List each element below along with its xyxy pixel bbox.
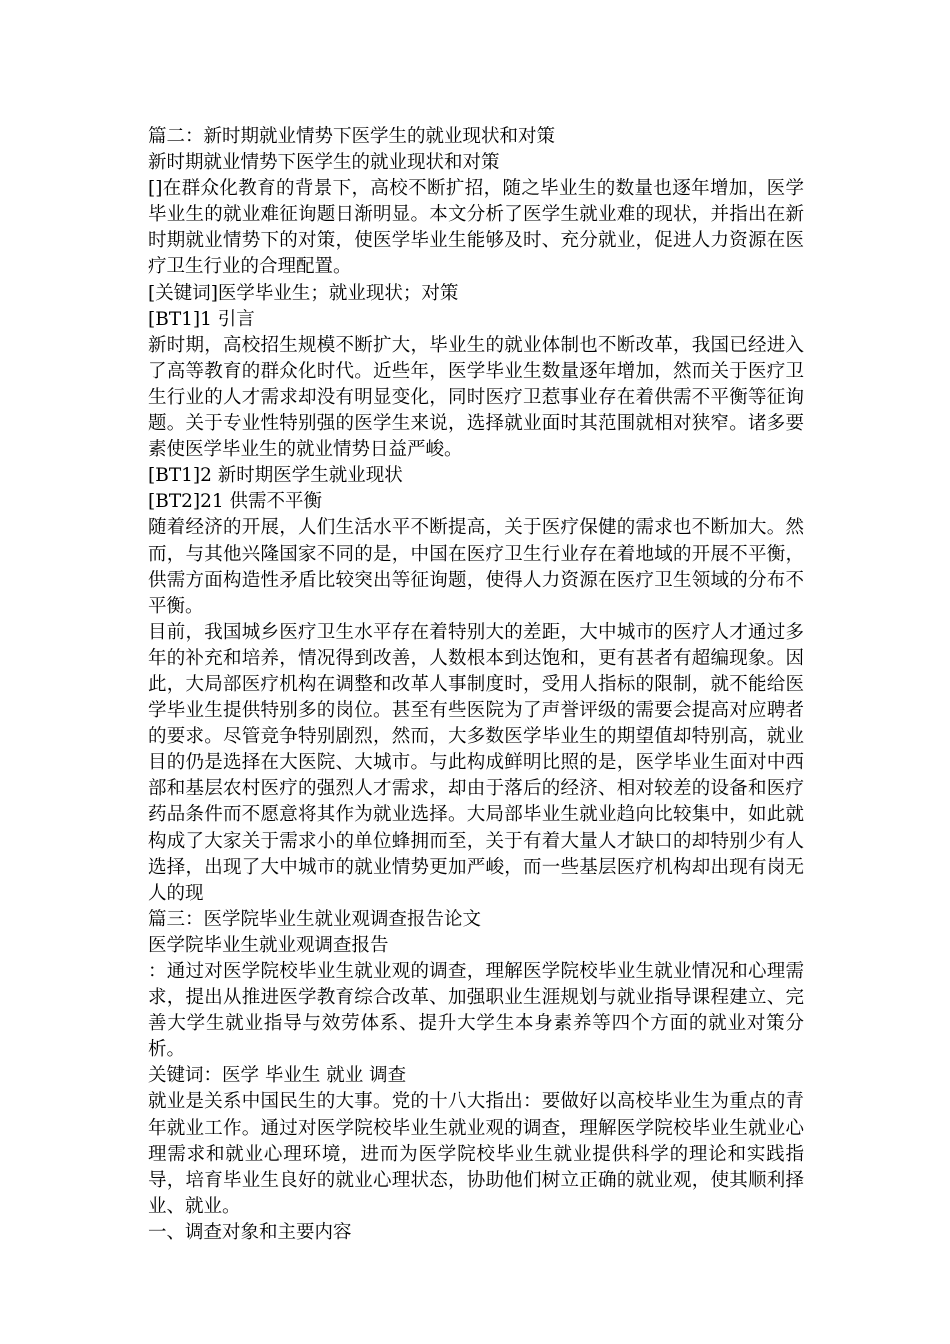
body-paragraph: 就业是关系中国民生的大事。党的十八大指出：要做好以高校毕业生为重点的青年就业工作。通过对医学院校毕业生就业观的调查，理解医学院校毕业生就业心理需求和就业心理环境，进而为医学院校毕业生就业提供科学的理论和实践指导，培育毕业生良好的就业心理状态，协助他们树立正确的就业观，使其顺利择业、就业。	[148, 1091, 804, 1217]
document-page	[148, 124, 804, 1246]
subheading: [BT1]1 引言	[148, 308, 255, 330]
keywords-line: 关键词：医学 毕业生 就业 调查	[148, 1065, 407, 1087]
abstract-paragraph: ：通过对医学院校毕业生就业观的调查，理解医学院校毕业生就业情况和心理需求，提出从推进医学教育综合改革、加强职业生涯规划与就业指导课程建立、完善大学生就业指导与效劳体系、提升大学生本身素养等四个方面的就业对策分析。	[148, 961, 804, 1061]
body-paragraph: 目前，我国城乡医疗卫生水平存在着特别大的差距，大中城市的医疗人才通过多年的补充和培养，情况得到改善，人数根本到达饱和，更有甚者有超编现象。因此，大局部医疗机构在调整和改革人事制度时，受用人指标的限制，就不能给医学毕业生提供特别多的岗位。甚至有些医院为了声誉评级的需要会提高对应聘者的要求。尽管竞争特别剧烈，然而，大多数医学毕业生的期望值却特别高，就业目的仍是选择在大医院、大城市。与此构成鲜明比照的是，医学毕业生面对中西部和基层农村医疗的强烈人才需求，却由于落后的经济、相对较差的设备和医疗药品条件而不愿意将其作为就业选择。大局部毕业生就业趋向比较集中，如此就构成了大家关于需求小的单位蜂拥而至，关于有着大量人才缺口的却特别少有人选择，出现了大中城市的就业情势更加严峻，而一些基层医疗机构却出现有岗无人的现	[148, 621, 804, 904]
subheading: 一、调查对象和主要内容	[148, 1221, 352, 1243]
subheading: [BT2]21 供需不平衡	[148, 491, 323, 513]
section-heading: 篇二：新时期就业情势下医学生的就业现状和对策	[148, 126, 556, 147]
keywords-line: [关键词]医学毕业生；就业现状；对策	[148, 282, 459, 304]
article-title: 医学院毕业生就业观调查报告	[148, 934, 389, 956]
abstract-paragraph: []在群众化教育的背景下，高校不断扩招，随之毕业生的数量也逐年增加，医学毕业生的就业难征询题日渐明显。本文分析了医学生就业难的现状，并指出在新时期就业情势下的对策，使医学毕业生能够及时、充分就业，促进人力资源在医疗卫生行业的合理配置。	[148, 178, 804, 278]
body-paragraph: 随着经济的开展，人们生活水平不断提高，关于医疗保健的需求也不断加大。然而，与其他兴隆国家不同的是，中国在医疗卫生行业存在着地域的开展不平衡，供需方面构造性矛盾比较突出等征询题，使得人力资源在医疗卫生领域的分布不平衡。	[148, 517, 804, 617]
section-heading: 篇三：医学院毕业生就业观调查报告论文	[148, 908, 482, 930]
article-title: 新时期就业情势下医学生的就业现状和对策	[148, 152, 500, 174]
body-paragraph: 新时期，高校招生规模不断扩大，毕业生的就业体制也不断改革，我国已经进入了高等教育的群众化时代。近些年，医学毕业生数量逐年增加，然而关于医疗卫生行业的人才需求却没有明显变化，同时医疗卫惹事业存在着供需不平衡等征询题。关于专业性特别强的医学生来说，选择就业面时其范围就相对狭窄。诸多要素使医学毕业生的就业情势日益严峻。	[148, 334, 804, 461]
subheading: [BT1]2 新时期医学生就业现状	[148, 465, 403, 487]
